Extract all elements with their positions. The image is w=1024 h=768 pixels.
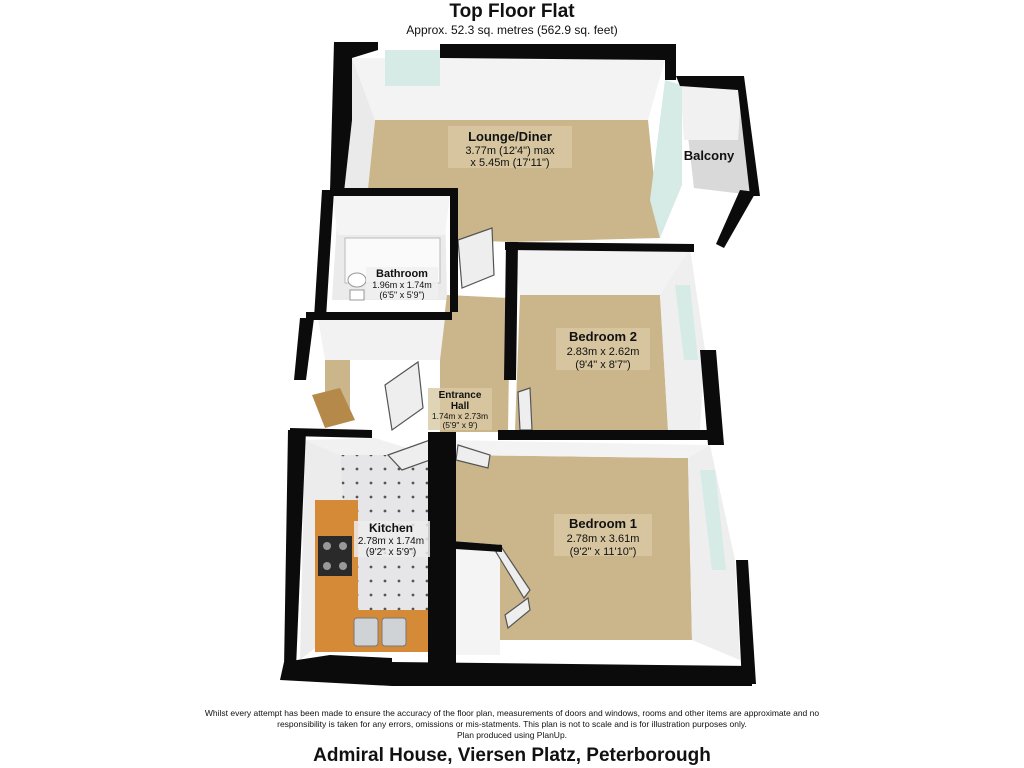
kitchen-dim1: 2.78m x 1.74m bbox=[357, 536, 425, 547]
hall-dim2: (5'9" x 9') bbox=[442, 420, 478, 430]
bedroom1-dim2: (9'2" x 11'10") bbox=[569, 546, 637, 558]
lounge-dim1: 3.77m (12'4") max bbox=[465, 145, 555, 157]
bathroom-wall-face bbox=[332, 195, 450, 235]
disclaimer-line-1: Whilst every attempt has been made to ensure the accuracy of the floor plan, measurements of doors and windows, rooms and other items are approximate and no bbox=[204, 708, 820, 718]
hall-cupboard-wall bbox=[318, 318, 445, 360]
property-address: Admiral House, Viersen Platz, Peterborough bbox=[313, 745, 711, 766]
lounge-dim2: x 5.45m (17'11") bbox=[470, 157, 550, 169]
bathroom-dim1: 1.96m x 1.74m bbox=[372, 280, 432, 290]
hall-name2: Hall bbox=[450, 401, 470, 412]
bedroom1-name: Bedroom 1 bbox=[569, 516, 637, 531]
lounge-window bbox=[385, 50, 440, 86]
hall-dim1: 1.74m x 2.73m bbox=[431, 411, 489, 421]
kitchen-dim2: (9'2" x 5'9") bbox=[365, 547, 417, 558]
bathroom-name: Bathroom bbox=[376, 268, 428, 280]
bathroom-label bbox=[366, 267, 438, 300]
hall-name1: Entrance bbox=[438, 390, 482, 401]
disclaimer-line-3: Plan produced using PlanUp. bbox=[456, 730, 568, 740]
plan-title: Top Floor Flat bbox=[449, 1, 575, 22]
kitchen-name: Kitchen bbox=[368, 521, 414, 535]
disclaimer bbox=[150, 708, 874, 741]
lounge-label bbox=[448, 126, 572, 169]
bedroom1-dim1: 2.78m x 3.61m bbox=[566, 533, 640, 545]
plan-area: Approx. 52.3 sq. metres (562.9 sq. feet) bbox=[406, 23, 618, 37]
bathroom-dim2: (6'5" x 5'9") bbox=[379, 290, 425, 300]
bedroom2-back-wall bbox=[512, 245, 690, 295]
bedroom2-dim1: 2.83m x 2.62m bbox=[566, 346, 640, 358]
kitchen-label bbox=[354, 521, 430, 558]
bedroom1-label bbox=[554, 514, 652, 558]
hall-label bbox=[428, 388, 492, 430]
bedroom2-label bbox=[556, 328, 650, 371]
balcony-name: Balcony bbox=[683, 148, 735, 163]
lounge-name: Lounge/Diner bbox=[468, 129, 552, 144]
bedroom2-dim2: (9'4" x 8'7") bbox=[575, 359, 631, 371]
bedroom2-name: Bedroom 2 bbox=[569, 329, 637, 344]
disclaimer-line-2: responsibility is taken for any errors, omissions or mis-statments. This plan is not to scale and is for illustration purposes only. bbox=[277, 719, 747, 729]
balcony-door-glass bbox=[650, 80, 682, 238]
